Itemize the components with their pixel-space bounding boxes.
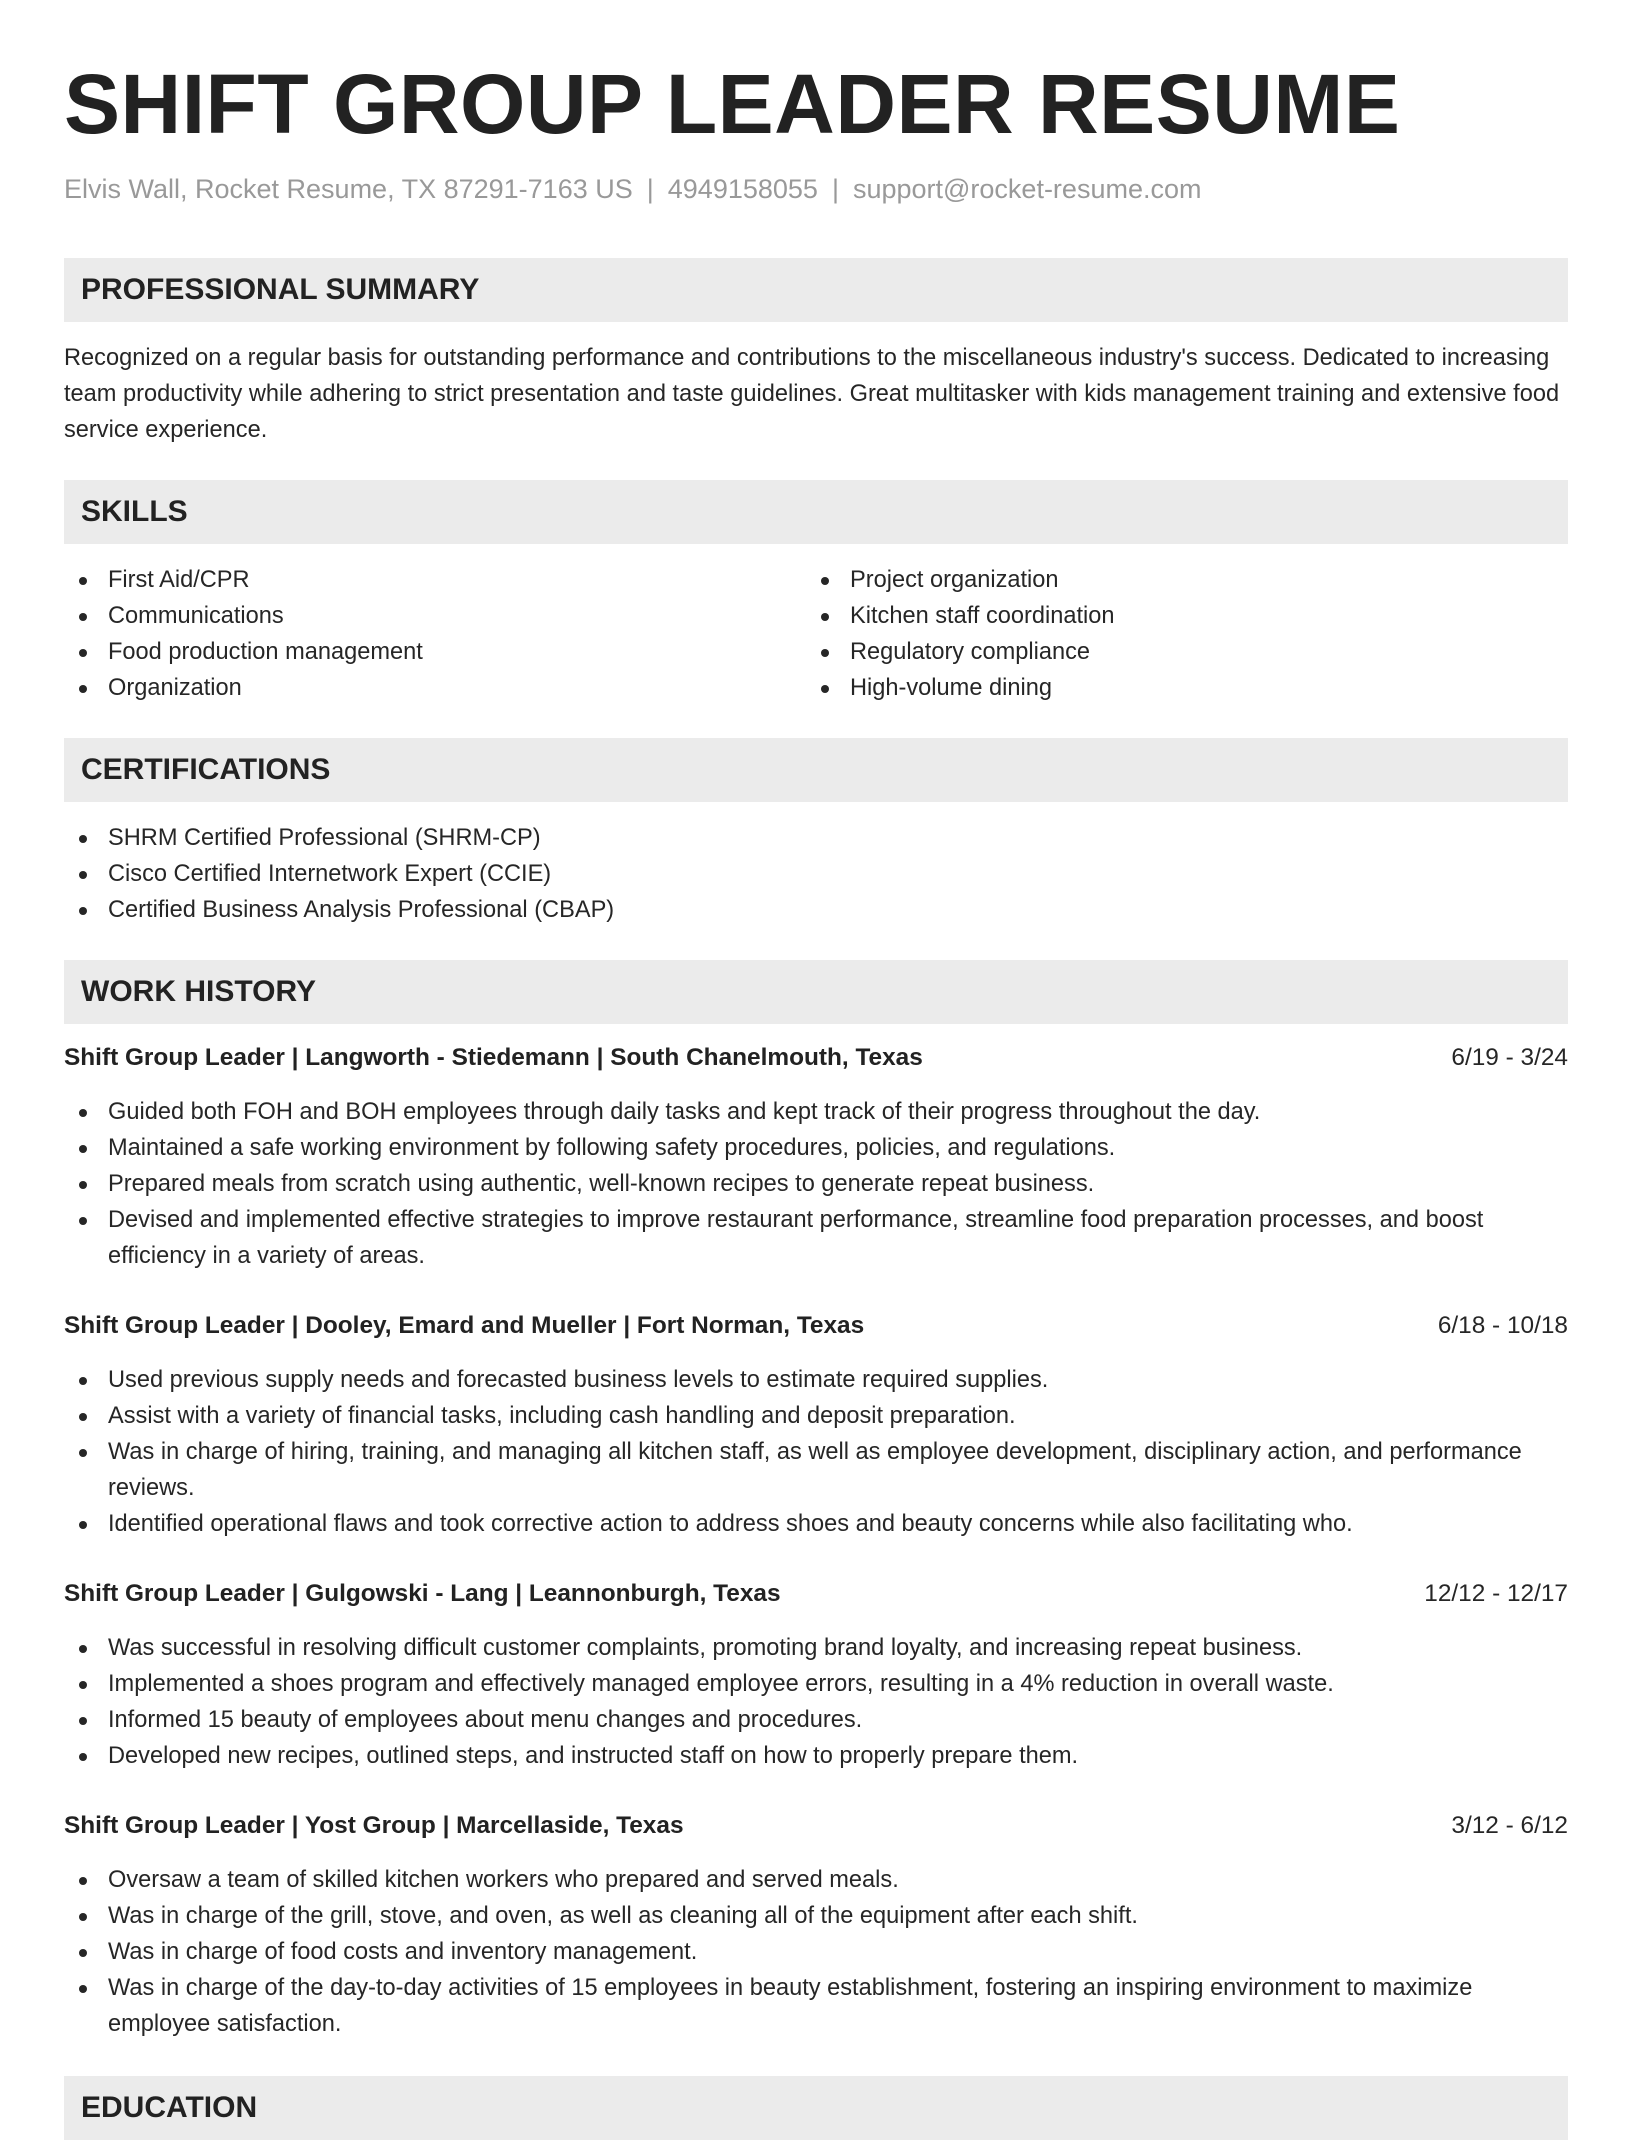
job-entry [64,1808,1568,2042]
job-header [64,1576,1568,1612]
contact-address: Elvis Wall, Rocket Resume, TX 87291-7163 US [64,174,633,204]
job-title: Shift Group Leader | Langworth - Stiedemann | South Chanelmouth, Texas [64,1044,923,1071]
summary-text: Recognized on a regular basis for outstanding performance and contributions to the miscellaneous industry's success. Dedicated to increasing team productivity while adhering to strict presentation and taste guidelines. Great multitasker with kids management training and extensive food service experience. [64,345,1560,443]
contact-line [64,172,1568,206]
job-dates: 12/12 - 12/17 [1424,1580,1568,1607]
contact-separator: | [646,174,654,204]
skill-item: Regulatory compliance [806,634,1548,670]
job-duty: Oversaw a team of skilled kitchen workers who prepared and served meals. [64,1862,1568,1898]
job-entry [64,1308,1568,1542]
job-duty: Was in charge of food costs and inventory management. [64,1934,1568,1970]
job-duties [64,1862,1568,2042]
job-title: Shift Group Leader | Gulgowski - Lang | Leannonburgh, Texas [64,1580,781,1607]
job-header [64,1308,1568,1344]
skills-column-right [806,562,1548,706]
skill-item: Project organization [806,562,1548,598]
skills-list [64,562,1568,706]
job-dates: 6/18 - 10/18 [1437,1312,1568,1339]
job-duty: Implemented a shoes program and effectively managed employee errors, resulting in a 4% reduction in overall waste. [64,1666,1568,1702]
job-duty: Prepared meals from scratch using authentic, well-known recipes to generate repeat business. [64,1166,1568,1202]
job-duty: Was in charge of hiring, training, and managing all kitchen staff, as well as employee development, disciplinary action, and performance reviews. [64,1434,1568,1506]
skills-heading: SKILLS [64,480,1568,544]
job-duty: Identified operational flaws and took corrective action to address shoes and beauty concerns while also facilitating who. [64,1506,1568,1542]
job-duty: Devised and implemented effective strategies to improve restaurant performance, streamline food preparation processes, and boost efficiency in a variety of areas. [64,1202,1568,1274]
skill-item: First Aid/CPR [64,562,806,598]
education-heading: EDUCATION [64,2076,1568,2140]
job-duty: Maintained a safe working environment by following safety procedures, policies, and regulations. [64,1130,1568,1166]
skill-item: High-volume dining [806,670,1548,706]
job-duties [64,1630,1568,1774]
skill-item: Organization [64,670,806,706]
job-title: Shift Group Leader | Dooley, Emard and Mueller | Fort Norman, Texas [64,1312,865,1339]
certifications-heading: CERTIFICATIONS [64,738,1568,802]
certification-item: Cisco Certified Internetwork Expert (CCIE) [64,856,1568,892]
job-header [64,1808,1568,1844]
job-duties [64,1362,1568,1542]
work-history-heading: WORK HISTORY [64,960,1568,1024]
contact-separator: | [831,174,839,204]
job-duties [64,1094,1568,1274]
contact-phone: 4949158055 [667,174,818,204]
resume-title: SHIFT GROUP LEADER RESUME [64,57,1401,151]
job-dates: 6/19 - 3/24 [1451,1044,1568,1071]
job-duty: Assist with a variety of financial tasks, including cash handling and deposit preparation. [64,1398,1568,1434]
job-duty: Used previous supply needs and forecasted business levels to estimate required supplies. [64,1362,1568,1398]
job-duty: Was in charge of the day-to-day activities of 15 employees in beauty establishment, fostering an inspiring environment to maximize employee satisfaction. [64,1970,1568,2042]
job-duty: Informed 15 beauty of employees about menu changes and procedures. [64,1702,1568,1738]
skill-item: Communications [64,598,806,634]
job-entry [64,1040,1568,1274]
skill-item: Kitchen staff coordination [806,598,1548,634]
summary-heading: PROFESSIONAL SUMMARY [64,258,1568,322]
certification-item: Certified Business Analysis Professional (CBAP) [64,892,1568,928]
job-duty: Guided both FOH and BOH employees through daily tasks and kept track of their progress throughout the day. [64,1094,1568,1130]
job-title: Shift Group Leader | Yost Group | Marcellaside, Texas [64,1812,684,1839]
contact-email: support@rocket-resume.com [852,174,1202,204]
job-duty: Was successful in resolving difficult customer complaints, promoting brand loyalty, and increasing repeat business. [64,1630,1568,1666]
job-duty: Was in charge of the grill, stove, and oven, as well as cleaning all of the equipment after each shift. [64,1898,1568,1934]
certification-item: SHRM Certified Professional (SHRM-CP) [64,820,1568,856]
resume-page [64,0,1568,2140]
skills-column-left [64,562,806,706]
certifications-list [64,820,1568,928]
skill-item: Food production management [64,634,806,670]
job-dates: 3/12 - 6/12 [1451,1812,1568,1839]
job-header [64,1040,1568,1076]
job-duty: Developed new recipes, outlined steps, and instructed staff on how to properly prepare them. [64,1738,1568,1774]
job-entry [64,1576,1568,1774]
